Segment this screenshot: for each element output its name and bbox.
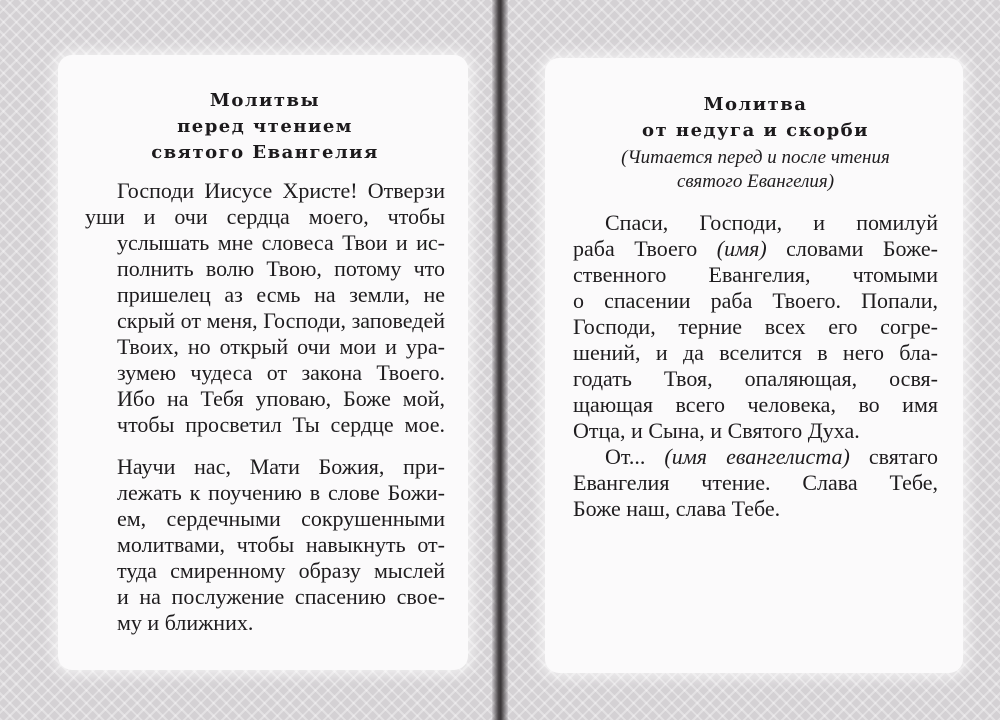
text-line: зумею чудеса от закона Твоего. [117, 360, 445, 385]
right-heading-line-1: Молитва [703, 94, 808, 115]
text-line [573, 444, 938, 470]
right-reading-note [573, 146, 938, 194]
right-paragraph-2 [573, 444, 938, 522]
right-page-text [573, 92, 938, 522]
text-line: полнить волю Твою, потому что [117, 256, 445, 281]
right-paragraph-1 [573, 210, 938, 444]
text-line: услышать мне словеса Твои и ис- [117, 230, 445, 255]
left-heading-line-2: перед чтением [177, 116, 353, 137]
text-line: ем, сердечными сокрушенными [117, 506, 445, 531]
text-line: о спасении раба Твоего. Попали, [573, 288, 938, 313]
text-line: шений, и да вселится в него бла- [573, 340, 938, 365]
text-line: молитвами, чтобы навыкнуть от- [117, 532, 445, 557]
text-line: Твоих, но открый очи мои и ура- [117, 334, 445, 359]
left-paragraph-1 [85, 178, 445, 438]
note-line-2: святого Евангелия) [676, 171, 835, 192]
left-page-text [85, 88, 445, 636]
text-line: годать Твоя, опаляющая, освя- [573, 366, 938, 391]
text-line: и на послужение спасению свое- [117, 584, 445, 609]
text-fragment: словами Боже- [766, 236, 938, 261]
text-line: лежать к поучению в слове Божи- [117, 480, 445, 505]
left-heading-line-1: Молитвы [209, 90, 321, 111]
text-line: Спаси, Господи, и помилуй [605, 210, 938, 235]
text-line: Ибо на Тебя уповаю, Боже мой, [117, 386, 445, 411]
text-line: Господи, терние всех его согре- [573, 314, 938, 339]
text-line: туда смиренному образу мыслей [117, 558, 445, 583]
text-line: чтобы просветил Ты сердце мое. [117, 412, 445, 437]
text-fragment: раба Твоего [573, 236, 717, 261]
note-line-1: (Читается перед и после чтения [621, 147, 890, 168]
text-line: Господи Иисусе Христе! Отверзи [117, 178, 445, 203]
left-page [0, 0, 497, 720]
name-placeholder: (имя) [716, 236, 767, 261]
text-line: Отца, и Сына, и Святого Духа. [573, 418, 860, 443]
text-line: скрый от меня, Господи, заповедей [117, 308, 445, 333]
text-fragment: святаго [849, 444, 938, 469]
text-line: ственного Евангелия, чтомыми [573, 262, 938, 287]
text-fragment: От... [605, 444, 665, 469]
text-line: Евангелия чтение. Слава Тебе, [573, 470, 938, 495]
text-line: щающая всего человека, во имя [573, 392, 938, 417]
left-paragraph-2 [85, 454, 445, 636]
text-line: му и ближних. [117, 610, 254, 635]
text-line [573, 236, 938, 262]
left-heading [85, 88, 445, 166]
right-heading-line-2: от недуга и скорби [641, 120, 870, 141]
left-heading-line-3: святого Евангелия [151, 142, 379, 163]
text-line: пришелец аз есмь на земли, не [117, 282, 445, 307]
right-page [503, 0, 1000, 720]
right-heading [573, 92, 938, 144]
text-line: Боже наш, слава Тебе. [573, 496, 781, 521]
evangelist-placeholder: (имя евангелиста) [664, 444, 850, 469]
text-line: Научи нас, Мати Божия, при- [117, 454, 445, 479]
text-line: уши и очи сердца моего, чтобы [85, 204, 445, 229]
